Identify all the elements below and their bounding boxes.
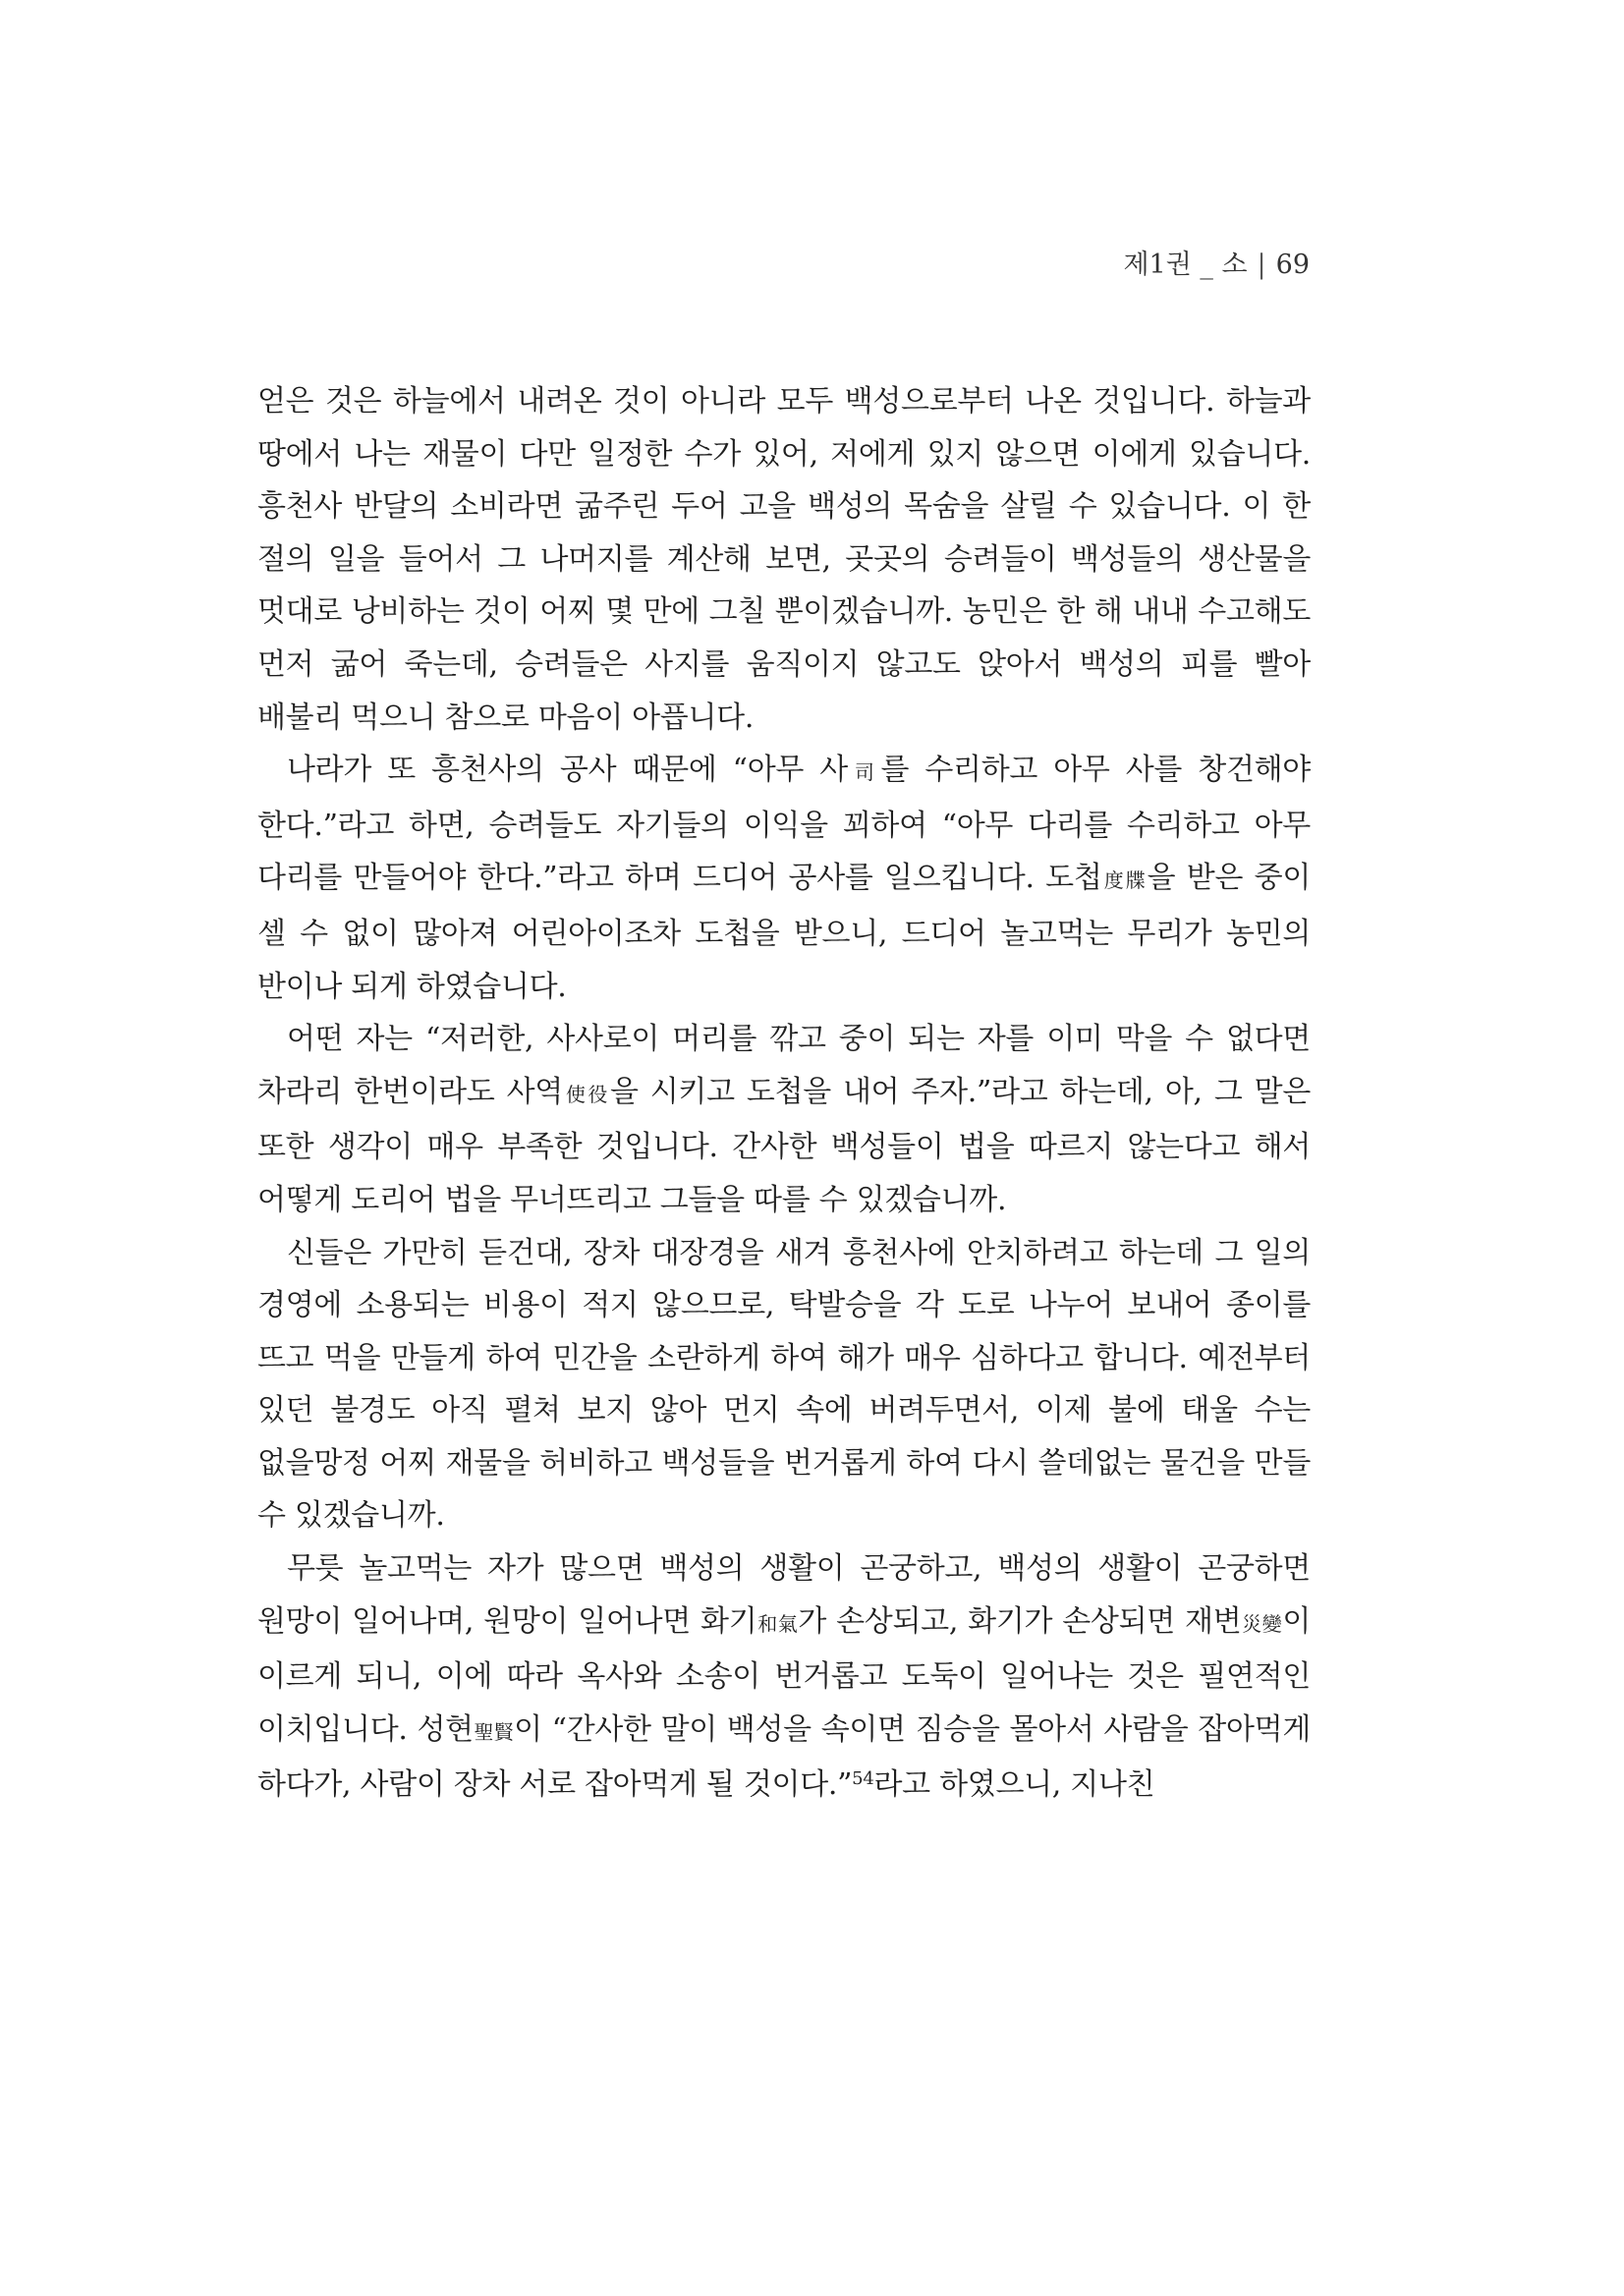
paragraph-text: 나라가 또 흥천사의 공사 때문에 “아무 사 — [287, 753, 848, 788]
hanja-annotation: 使役 — [562, 1082, 610, 1106]
footnote-marker: 54 — [852, 1768, 874, 1790]
paragraph-1 — [257, 375, 1311, 744]
page-body — [257, 375, 1311, 1812]
paragraph-4 — [257, 1227, 1311, 1543]
hanja-annotation: 聖賢 — [473, 1719, 515, 1744]
paragraph-text: 이 “간사한 말이 백성을 속이면 짐승을 몰아서 사람을 잡아먹게 하다가, 사람이 장차 서로 잡아먹게 될 것이다.” — [257, 1711, 1311, 1803]
header-divider: | — [1257, 250, 1266, 280]
paragraph-3 — [257, 1013, 1311, 1226]
paragraph-2 — [257, 744, 1311, 1013]
paragraph-text: 무릇 놀고먹는 자가 많으면 백성의 생활이 곤궁하고, 백성의 생활이 곤궁하면 원망이 일어나며, 원망이 일어나면 화기 — [257, 1551, 1311, 1639]
hanja-annotation: 司 — [847, 760, 881, 785]
hanja-annotation: 災變 — [1241, 1611, 1283, 1636]
hanja-annotation: 和氣 — [756, 1611, 799, 1636]
paragraph-text: 가 손상되고, 화기가 손상되면 재변 — [798, 1603, 1242, 1639]
page-number: 69 — [1275, 250, 1310, 280]
hanja-annotation: 度牒 — [1101, 868, 1148, 893]
paragraph-text: 을 시키고 도첩을 내어 주자.”라고 하는데, 아, 그 말은 또한 생각이 매우 부족한 것입니다. 간사한 백성들이 법을 따르지 않는다고 해서 어떻게 도리어 법을 무너뜨리고 그들을 따를 수 있겠습니까. — [257, 1074, 1312, 1217]
paragraph-text: 을 받은 중이 셀 수 없이 많아져 어린아이조차 도첩을 받으니, 드디어 놀고먹는 무리가 농민의 반이나 되게 하였습니다. — [257, 861, 1312, 1004]
paragraph-5 — [257, 1542, 1311, 1812]
paragraph-text: 어떤 자는 “저러한, 사사로이 머리를 깎고 중이 되는 자를 이미 막을 수 없다면 차라리 한번이라도 사역 — [257, 1022, 1311, 1109]
paragraph-text: 신들은 가만히 듣건대, 장차 대장경을 새겨 흥천사에 안치하려고 하는데 그 일의 경영에 소용되는 비용이 적지 않으므로, 탁발승을 각 도로 나누어 보내어 종이를 뜨고 먹을 만들게 하여 민간을 소란하게 하여 해가 매우 심하다고 합니다. 예전부터 있던 불경도 아직 펼쳐 보지 않아 먼지 속에 버려두면서, 이제 불에 태울 수는 없을망정 어찌 재물을 허비하고 백성들을 번거롭게 하여 다시 쓸데없는 물건을 만들 수 있겠습니까. — [257, 1235, 1311, 1534]
running-header — [1123, 248, 1310, 283]
paragraph-text: 얻은 것은 하늘에서 내려온 것이 아니라 모두 백성으로부터 나온 것입니다. 하늘과 땅에서 나는 재물이 다만 일정한 수가 있어, 저에게 있지 않으면 이에게 있습니다. 흥천사 반달의 소비라면 굶주린 두어 고을 백성의 목숨을 살릴 수 있습니다. 이 한 절의 일을 들어서 그 나머지를 계산해 보면, 곳곳의 승려들이 백성들의 생산물을 멋대로 낭비하는 것이 어찌 몇 만에 그칠 뿐이겠습니까. 농민은 한 해 내내 수고해도 먼저 굶어 죽는데, 승려들은 사지를 움직이지 않고도 앉아서 백성의 피를 빨아 배불리 먹으니 참으로 마음이 아픕니다. — [257, 384, 1311, 735]
book-section-title: 제1권 _ 소 — [1123, 250, 1248, 280]
paragraph-text: 라고 하였으니, 지나친 — [873, 1767, 1155, 1803]
paragraph-text: 를 수리하고 아무 사를 창건해야 한다.”라고 하면, 승려들도 자기들의 이익을 꾀하여 “아무 다리를 수리하고 아무 다리를 만들어야 한다.”라고 하며 드디어 공사를 일으킵니다. 도첩 — [257, 753, 1311, 896]
paragraph-text: 이 이르게 되니, 이에 따라 옥사와 소송이 번거롭고 도둑이 일어나는 것은 필연적인 이치입니다. 성현 — [257, 1603, 1312, 1747]
